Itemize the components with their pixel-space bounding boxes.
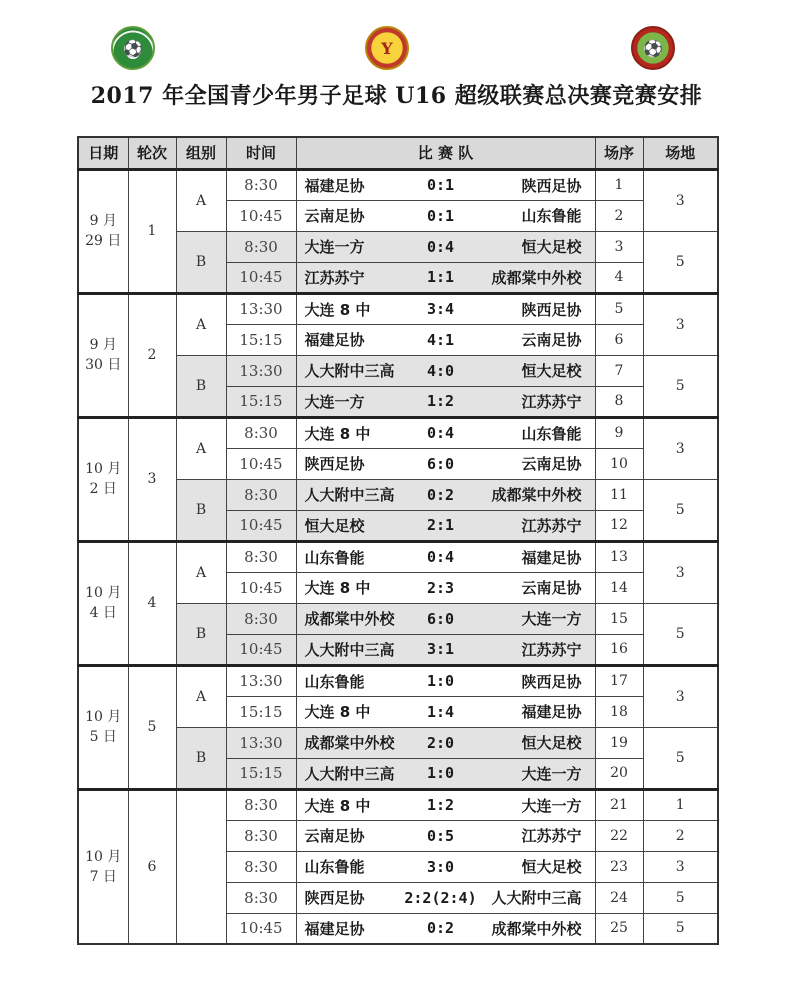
- time-cell: 8:30: [226, 603, 296, 634]
- time-cell: 8:30: [226, 882, 296, 913]
- home-team: 恒大足校: [304, 516, 365, 535]
- date-day: 2 日: [89, 481, 117, 497]
- home-team: 成都棠中外校: [304, 610, 395, 628]
- away-team: 恒大足校: [521, 734, 582, 752]
- away-team: 陕西足协: [521, 300, 582, 319]
- match-teams: [297, 918, 595, 939]
- time-cell: 8:30: [226, 169, 296, 200]
- home-team: 人大附中三高: [304, 640, 395, 659]
- date-cell: [78, 665, 128, 789]
- match-teams: [297, 515, 595, 536]
- group-cell: B: [176, 231, 226, 293]
- time-cell: 10:45: [226, 448, 296, 479]
- home-team: 福建足协: [304, 331, 365, 349]
- away-team: 云南足协: [521, 455, 582, 473]
- table-row: [78, 417, 718, 448]
- match-cell: [296, 603, 595, 634]
- away-team: 云南足协: [521, 331, 582, 349]
- match-cell: [296, 231, 595, 262]
- venue-cell: 3: [643, 541, 718, 603]
- group-cell: A: [176, 293, 226, 355]
- time-cell: 15:15: [226, 386, 296, 417]
- match-cell: [296, 882, 595, 913]
- away-team: 陕西足协: [521, 176, 582, 195]
- venue-cell: 5: [643, 913, 718, 944]
- match-no-cell: 25: [595, 913, 643, 944]
- away-team: 江苏苏宁: [521, 392, 582, 411]
- away-team: 福建足协: [521, 703, 582, 721]
- match-cell: [296, 355, 595, 386]
- away-team: 大连一方: [521, 764, 582, 783]
- time-cell: 8:30: [226, 820, 296, 851]
- home-team: 人大附中三高: [304, 486, 395, 504]
- venue-cell: 3: [643, 293, 718, 355]
- match-no-cell: 17: [595, 665, 643, 696]
- match-cell: [296, 324, 595, 355]
- away-team: 江苏苏宁: [521, 516, 582, 535]
- time-cell: 10:45: [226, 634, 296, 665]
- home-team: 陕西足协: [304, 889, 365, 907]
- away-team: 恒大足校: [521, 362, 582, 380]
- away-team: 人大附中三高: [491, 889, 582, 907]
- venue-cell: 3: [643, 417, 718, 479]
- date-cell: [78, 417, 128, 541]
- home-team: 人大附中三高: [304, 764, 395, 783]
- time-cell: 8:30: [226, 541, 296, 572]
- score: 0:4: [426, 424, 455, 442]
- time-cell: 10:45: [226, 200, 296, 231]
- venue-cell: 5: [643, 231, 718, 293]
- round-cell: 5: [128, 665, 176, 789]
- date-day: 30 日: [85, 357, 122, 373]
- venue-cell: 5: [643, 603, 718, 665]
- score: 0:4: [426, 548, 455, 566]
- soccer-ball-icon: ⚽: [123, 39, 143, 58]
- table-row: [78, 541, 718, 572]
- match-teams: [297, 795, 595, 816]
- match-teams: [297, 825, 595, 846]
- away-team: 大连一方: [521, 610, 582, 628]
- venue-cell: 5: [643, 479, 718, 541]
- round-cell: 2: [128, 293, 176, 417]
- time-cell: 13:30: [226, 355, 296, 386]
- table-row: [78, 665, 718, 696]
- page-title: 2017 年全国青少年男子足球 U16 超级联赛总决赛竞赛安排: [90, 83, 703, 109]
- match-teams: [297, 701, 595, 722]
- score: 6:0: [426, 609, 455, 628]
- time-cell: 10:45: [226, 572, 296, 603]
- match-cell: [296, 851, 595, 882]
- away-team: 成都棠中外校: [491, 486, 582, 504]
- score: 6:0: [426, 454, 455, 473]
- score: 2:2(2:4): [404, 888, 477, 907]
- group-cell: A: [176, 417, 226, 479]
- home-team: 大连一方: [304, 392, 365, 411]
- match-no-cell: 6: [595, 324, 643, 355]
- home-team: 大连一方: [304, 238, 365, 256]
- time-cell: 15:15: [226, 758, 296, 789]
- home-team: 大连 8 中: [304, 796, 371, 815]
- header-teams: 比 赛 队: [296, 137, 595, 169]
- score: 0:1: [426, 206, 455, 225]
- date-month: 10 月: [85, 709, 122, 725]
- away-team: 江苏苏宁: [521, 827, 582, 845]
- match-no-cell: 16: [595, 634, 643, 665]
- match-no-cell: 14: [595, 572, 643, 603]
- venue-cell: 1: [643, 789, 718, 820]
- away-team: 恒大足校: [521, 858, 582, 876]
- score: 0:1: [426, 176, 455, 194]
- time-cell: 15:15: [226, 324, 296, 355]
- match-cell: [296, 386, 595, 417]
- venue-cell: 5: [643, 355, 718, 417]
- away-team: 陕西足协: [521, 672, 582, 691]
- score: 3:1: [426, 640, 455, 658]
- score: 1:1: [426, 268, 455, 286]
- match-no-cell: 2: [595, 200, 643, 231]
- time-cell: 10:45: [226, 262, 296, 293]
- date-day: 29 日: [85, 233, 122, 249]
- away-team: 福建足协: [521, 548, 582, 567]
- match-teams: [297, 639, 595, 660]
- score: 0:4: [426, 237, 455, 256]
- match-cell: [296, 727, 595, 758]
- match-teams: [297, 608, 595, 629]
- table-row: [78, 169, 718, 200]
- group-cell: B: [176, 603, 226, 665]
- match-cell: [296, 293, 595, 324]
- date-month: 10 月: [85, 461, 122, 477]
- venue-cell: 3: [643, 665, 718, 727]
- home-team: 人大附中三高: [304, 362, 395, 380]
- score: 1:0: [426, 672, 455, 690]
- date-month: 10 月: [85, 848, 122, 865]
- match-teams: [297, 175, 595, 196]
- home-team: 山东鲁能: [304, 672, 365, 691]
- match-no-cell: 22: [595, 820, 643, 851]
- match-no-cell: 15: [595, 603, 643, 634]
- score: 2:3: [426, 578, 455, 597]
- header-time: 时间: [226, 137, 296, 169]
- match-cell: [296, 913, 595, 944]
- round-cell: 4: [128, 541, 176, 665]
- match-teams: [297, 205, 595, 226]
- player-kicking-icon: ⚽: [643, 39, 663, 58]
- time-cell: 8:30: [226, 231, 296, 262]
- score: 1:2: [426, 392, 455, 410]
- match-cell: [296, 820, 595, 851]
- score: 0:5: [426, 826, 455, 845]
- away-team: 成都棠中外校: [491, 919, 582, 938]
- round-cell: 3: [128, 417, 176, 541]
- date-month: 10 月: [85, 585, 122, 601]
- match-cell: [296, 789, 595, 820]
- score: 3:0: [426, 857, 455, 876]
- match-no-cell: 3: [595, 231, 643, 262]
- time-cell: 13:30: [226, 293, 296, 324]
- match-teams: [297, 763, 595, 784]
- header-venue: 场地: [643, 137, 718, 169]
- group-cell: A: [176, 665, 226, 727]
- match-cell: [296, 634, 595, 665]
- match-no-cell: 20: [595, 758, 643, 789]
- time-cell: 8:30: [226, 479, 296, 510]
- time-cell: 13:30: [226, 665, 296, 696]
- home-team: 云南足协: [304, 827, 365, 845]
- schedule-body: [78, 169, 718, 944]
- match-teams: [297, 453, 595, 474]
- match-cell: [296, 200, 595, 231]
- match-cell: [296, 479, 595, 510]
- match-no-cell: 18: [595, 696, 643, 727]
- group-cell: B: [176, 479, 226, 541]
- header-date: 日期: [78, 137, 128, 169]
- time-cell: 15:15: [226, 696, 296, 727]
- date-day: 7 日: [89, 868, 117, 885]
- match-teams: [297, 236, 595, 257]
- home-team: 成都棠中外校: [304, 734, 395, 752]
- score: 0:2: [426, 485, 455, 504]
- china-football-association-logo: [111, 26, 155, 70]
- away-team: 大连一方: [521, 796, 582, 815]
- time-cell: 10:45: [226, 510, 296, 541]
- match-cell: [296, 541, 595, 572]
- match-cell: [296, 665, 595, 696]
- home-team: 福建足协: [304, 919, 365, 938]
- youth-football-logo: [365, 26, 409, 70]
- date-day: 4 日: [89, 605, 117, 621]
- date-cell: [78, 789, 128, 944]
- home-team: 大连 8 中: [304, 424, 371, 443]
- match-teams: [297, 391, 595, 412]
- group-cell: A: [176, 169, 226, 231]
- match-no-cell: 21: [595, 789, 643, 820]
- time-cell: 10:45: [226, 913, 296, 944]
- match-teams: [297, 423, 595, 444]
- home-team: 福建足协: [304, 176, 365, 195]
- match-no-cell: 7: [595, 355, 643, 386]
- score: 2:1: [426, 516, 455, 534]
- date-month: 9 月: [89, 213, 117, 229]
- away-team: 成都棠中外校: [491, 268, 582, 287]
- match-no-cell: 19: [595, 727, 643, 758]
- score: 1:0: [426, 764, 455, 782]
- score: 2:0: [426, 733, 455, 752]
- match-no-cell: 4: [595, 262, 643, 293]
- youth-emblem-icon: Y: [381, 39, 393, 58]
- match-teams: [297, 671, 595, 692]
- home-team: 山东鲁能: [304, 858, 365, 876]
- table-row: [78, 293, 718, 324]
- match-no-cell: 8: [595, 386, 643, 417]
- home-team: 大连 8 中: [304, 300, 371, 319]
- away-team: 恒大足校: [521, 238, 582, 256]
- time-cell: 8:30: [226, 851, 296, 882]
- away-team: 云南足协: [521, 579, 582, 597]
- match-no-cell: 1: [595, 169, 643, 200]
- match-cell: [296, 262, 595, 293]
- venue-cell: 5: [643, 882, 718, 913]
- away-team: 山东鲁能: [521, 424, 582, 443]
- round-cell: 6: [128, 789, 176, 944]
- score: 1:2: [426, 796, 455, 814]
- match-teams: [297, 329, 595, 350]
- match-no-cell: 23: [595, 851, 643, 882]
- date-cell: [78, 541, 128, 665]
- match-teams: [297, 360, 595, 381]
- home-team: 云南足协: [304, 207, 365, 225]
- match-cell: [296, 510, 595, 541]
- home-team: 江苏苏宁: [304, 268, 365, 287]
- header-round: 轮次: [128, 137, 176, 169]
- match-no-cell: 11: [595, 479, 643, 510]
- date-cell: [78, 293, 128, 417]
- match-teams: [297, 732, 595, 753]
- time-cell: 13:30: [226, 727, 296, 758]
- match-cell: [296, 448, 595, 479]
- table-header-row: [78, 137, 718, 169]
- match-cell: [296, 758, 595, 789]
- home-team: 陕西足协: [304, 455, 365, 473]
- match-no-cell: 24: [595, 882, 643, 913]
- header-group: 组别: [176, 137, 226, 169]
- match-no-cell: 9: [595, 417, 643, 448]
- table-row: [78, 789, 718, 820]
- match-cell: [296, 572, 595, 603]
- match-teams: [297, 577, 595, 598]
- time-cell: 8:30: [226, 789, 296, 820]
- match-cell: [296, 696, 595, 727]
- group-cell: B: [176, 727, 226, 789]
- home-team: 大连 8 中: [304, 703, 371, 721]
- match-teams: [297, 856, 595, 877]
- match-no-cell: 12: [595, 510, 643, 541]
- match-cell: [296, 169, 595, 200]
- match-no-cell: 10: [595, 448, 643, 479]
- away-team: 江苏苏宁: [521, 640, 582, 659]
- date-month: 9 月: [89, 337, 117, 353]
- match-teams: [297, 484, 595, 505]
- match-no-cell: 13: [595, 541, 643, 572]
- round-cell: 1: [128, 169, 176, 293]
- score: 0:2: [426, 919, 455, 938]
- score: 4:0: [426, 361, 455, 380]
- venue-cell: 3: [643, 169, 718, 231]
- match-cell: [296, 417, 595, 448]
- match-teams: [297, 547, 595, 568]
- group-cell: B: [176, 355, 226, 417]
- match-teams: [297, 299, 595, 320]
- venue-cell: 5: [643, 727, 718, 789]
- home-team: 大连 8 中: [304, 579, 371, 597]
- venue-cell: 3: [643, 851, 718, 882]
- venue-cell: 2: [643, 820, 718, 851]
- schedule-table: [77, 136, 719, 945]
- date-cell: [78, 169, 128, 293]
- group-cell: A: [176, 541, 226, 603]
- time-cell: 8:30: [226, 417, 296, 448]
- score: 1:4: [426, 702, 455, 721]
- group-cell-empty: [176, 789, 226, 944]
- match-no-cell: 5: [595, 293, 643, 324]
- match-teams: [297, 887, 595, 908]
- home-team: 山东鲁能: [304, 548, 365, 567]
- match-teams: [297, 267, 595, 288]
- club-badge-logo: [631, 26, 675, 70]
- header-match-no: 场序: [595, 137, 643, 169]
- date-day: 5 日: [89, 729, 117, 745]
- score: 4:1: [426, 330, 455, 349]
- score: 3:4: [426, 300, 455, 318]
- away-team: 山东鲁能: [521, 207, 582, 225]
